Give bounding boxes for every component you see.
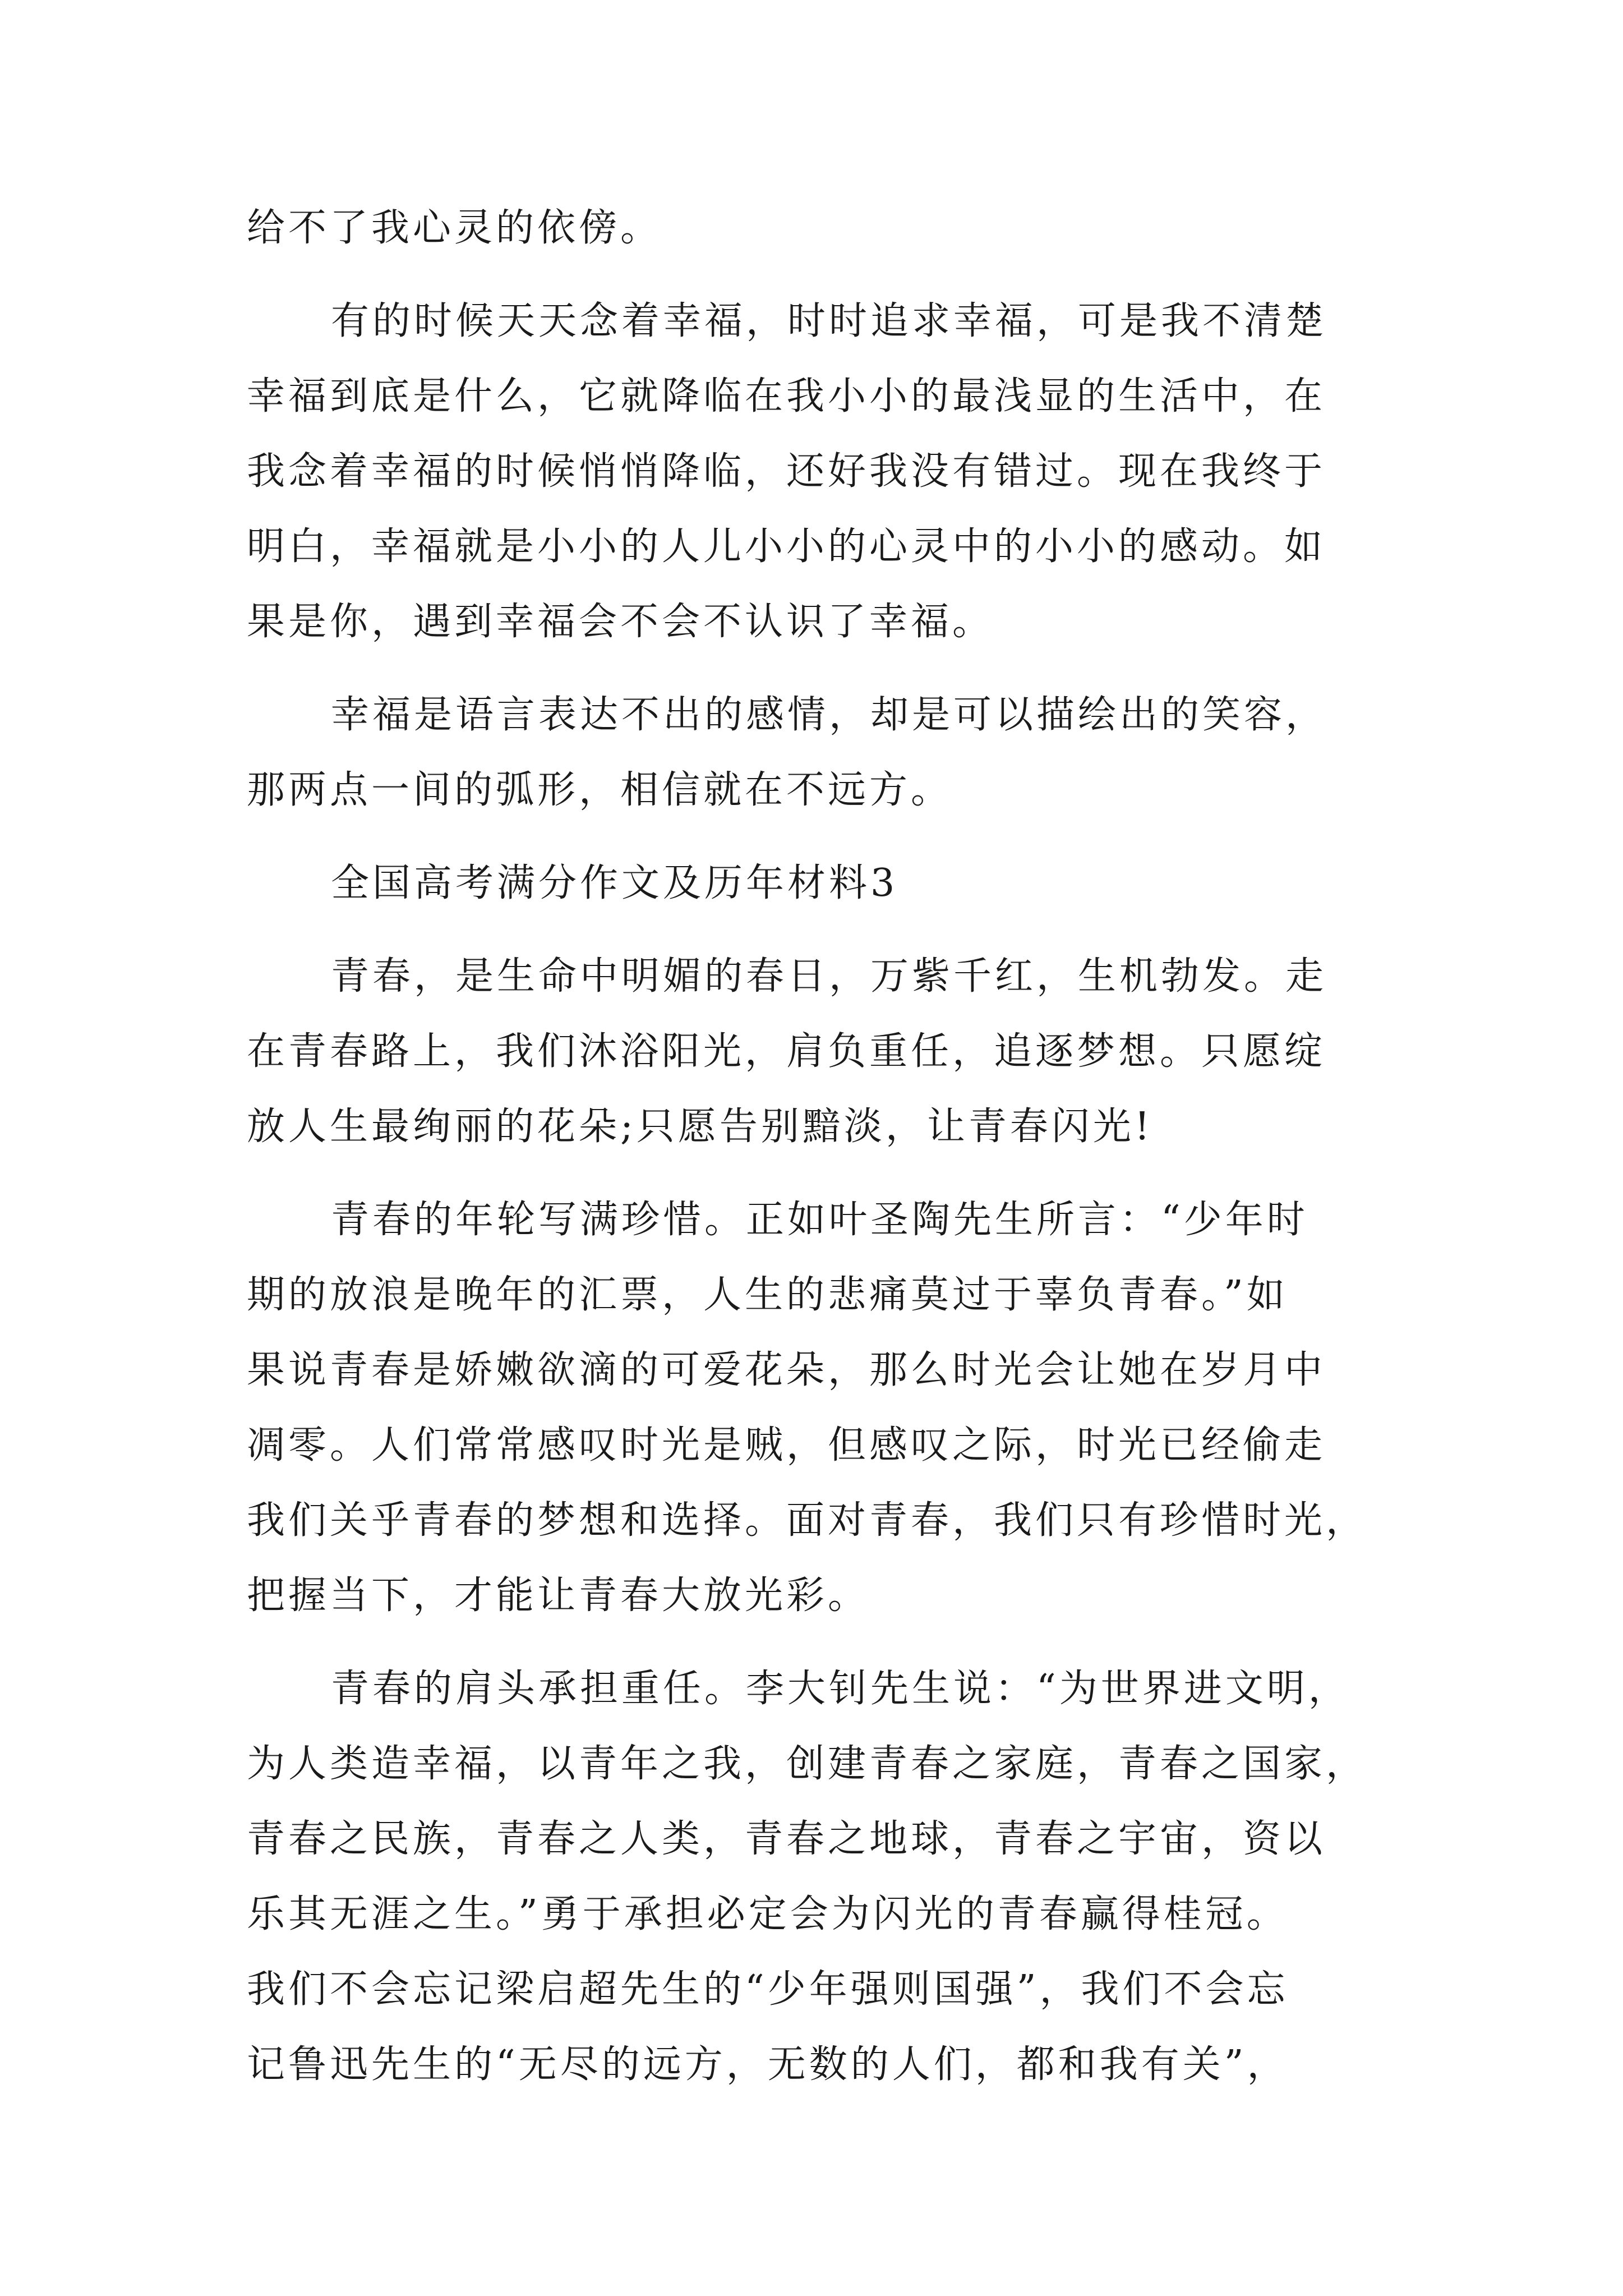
document-body [247,191,1391,2102]
paragraph-first-line: 青春的年轮写满珍惜。正如叶圣陶先生所言：“少年时 [331,1198,1308,1242]
section-heading: 全国高考满分作文及历年材料3 [331,861,898,905]
text-line: 那两点一间的弧形，相信就在不远方。 [247,768,953,812]
text-line: 幸福到底是什么，它就降临在我小小的最浅显的生活中，在 [247,374,1326,418]
text-line: 我们不会忘记梁启超先生的“少年强则国强”，我们不会忘 [247,1967,1289,2012]
paragraph-first-line: 青春，是生命中明媚的春日，万紫千红，生机勃发。走 [331,954,1327,999]
text-line: 我们关乎青春的梦想和选择。面对青春，我们只有珍惜时光， [247,1498,1368,1543]
text-line: 给不了我心灵的依傍。 [247,206,662,250]
paragraph-first-line: 幸福是语言表达不出的感情，却是可以描绘出的笑容， [331,693,1327,737]
text-line: 在青春路上，我们沐浴阳光，肩负重任，追逐梦想。只愿绽 [247,1029,1326,1074]
text-line: 果说青春是娇嫩欲滴的可爱花朵，那么时光会让她在岁月中 [247,1348,1326,1392]
text-line: 乐其无涯之生。”勇于承担必定会为闪光的青春赢得桂冠。 [247,1892,1288,1936]
text-line: 放人生最绚丽的花朵;只愿告别黯淡，让青春闪光! [247,1105,1154,1149]
text-line: 期的放浪是晚年的汇票，人生的悲痛莫过于辜负青春。”如 [247,1273,1288,1317]
text-line: 凋零。人们常常感叹时光是贼，但感叹之际，时光已经偷走 [247,1423,1326,1467]
text-line: 明白，幸福就是小小的人儿小小的心灵中的小小的感动。如 [247,524,1326,569]
text-line: 我念着幸福的时候悄悄降临，还好我没有错过。现在我终于 [247,449,1326,494]
text-line: 为人类造幸福，以青年之我，创建青春之家庭，青春之国家， [247,1742,1368,1786]
text-line: 记鲁迅先生的“无尽的远方，无数的人们，都和我有关”， [247,2042,1289,2087]
paragraph-first-line: 有的时候天天念着幸福，时时追求幸福，可是我不清楚 [331,299,1327,343]
paragraph-first-line: 青春的肩头承担重任。李大钊先生说：“为世界进文明， [331,1667,1350,1711]
text-line: 青春之民族，青春之人类，青春之地球，青春之宇宙，资以 [247,1817,1326,1861]
text-line: 把握当下，才能让青春大放光彩。 [247,1573,870,1618]
text-line: 果是你，遇到幸福会不会不认识了幸福。 [247,600,994,644]
